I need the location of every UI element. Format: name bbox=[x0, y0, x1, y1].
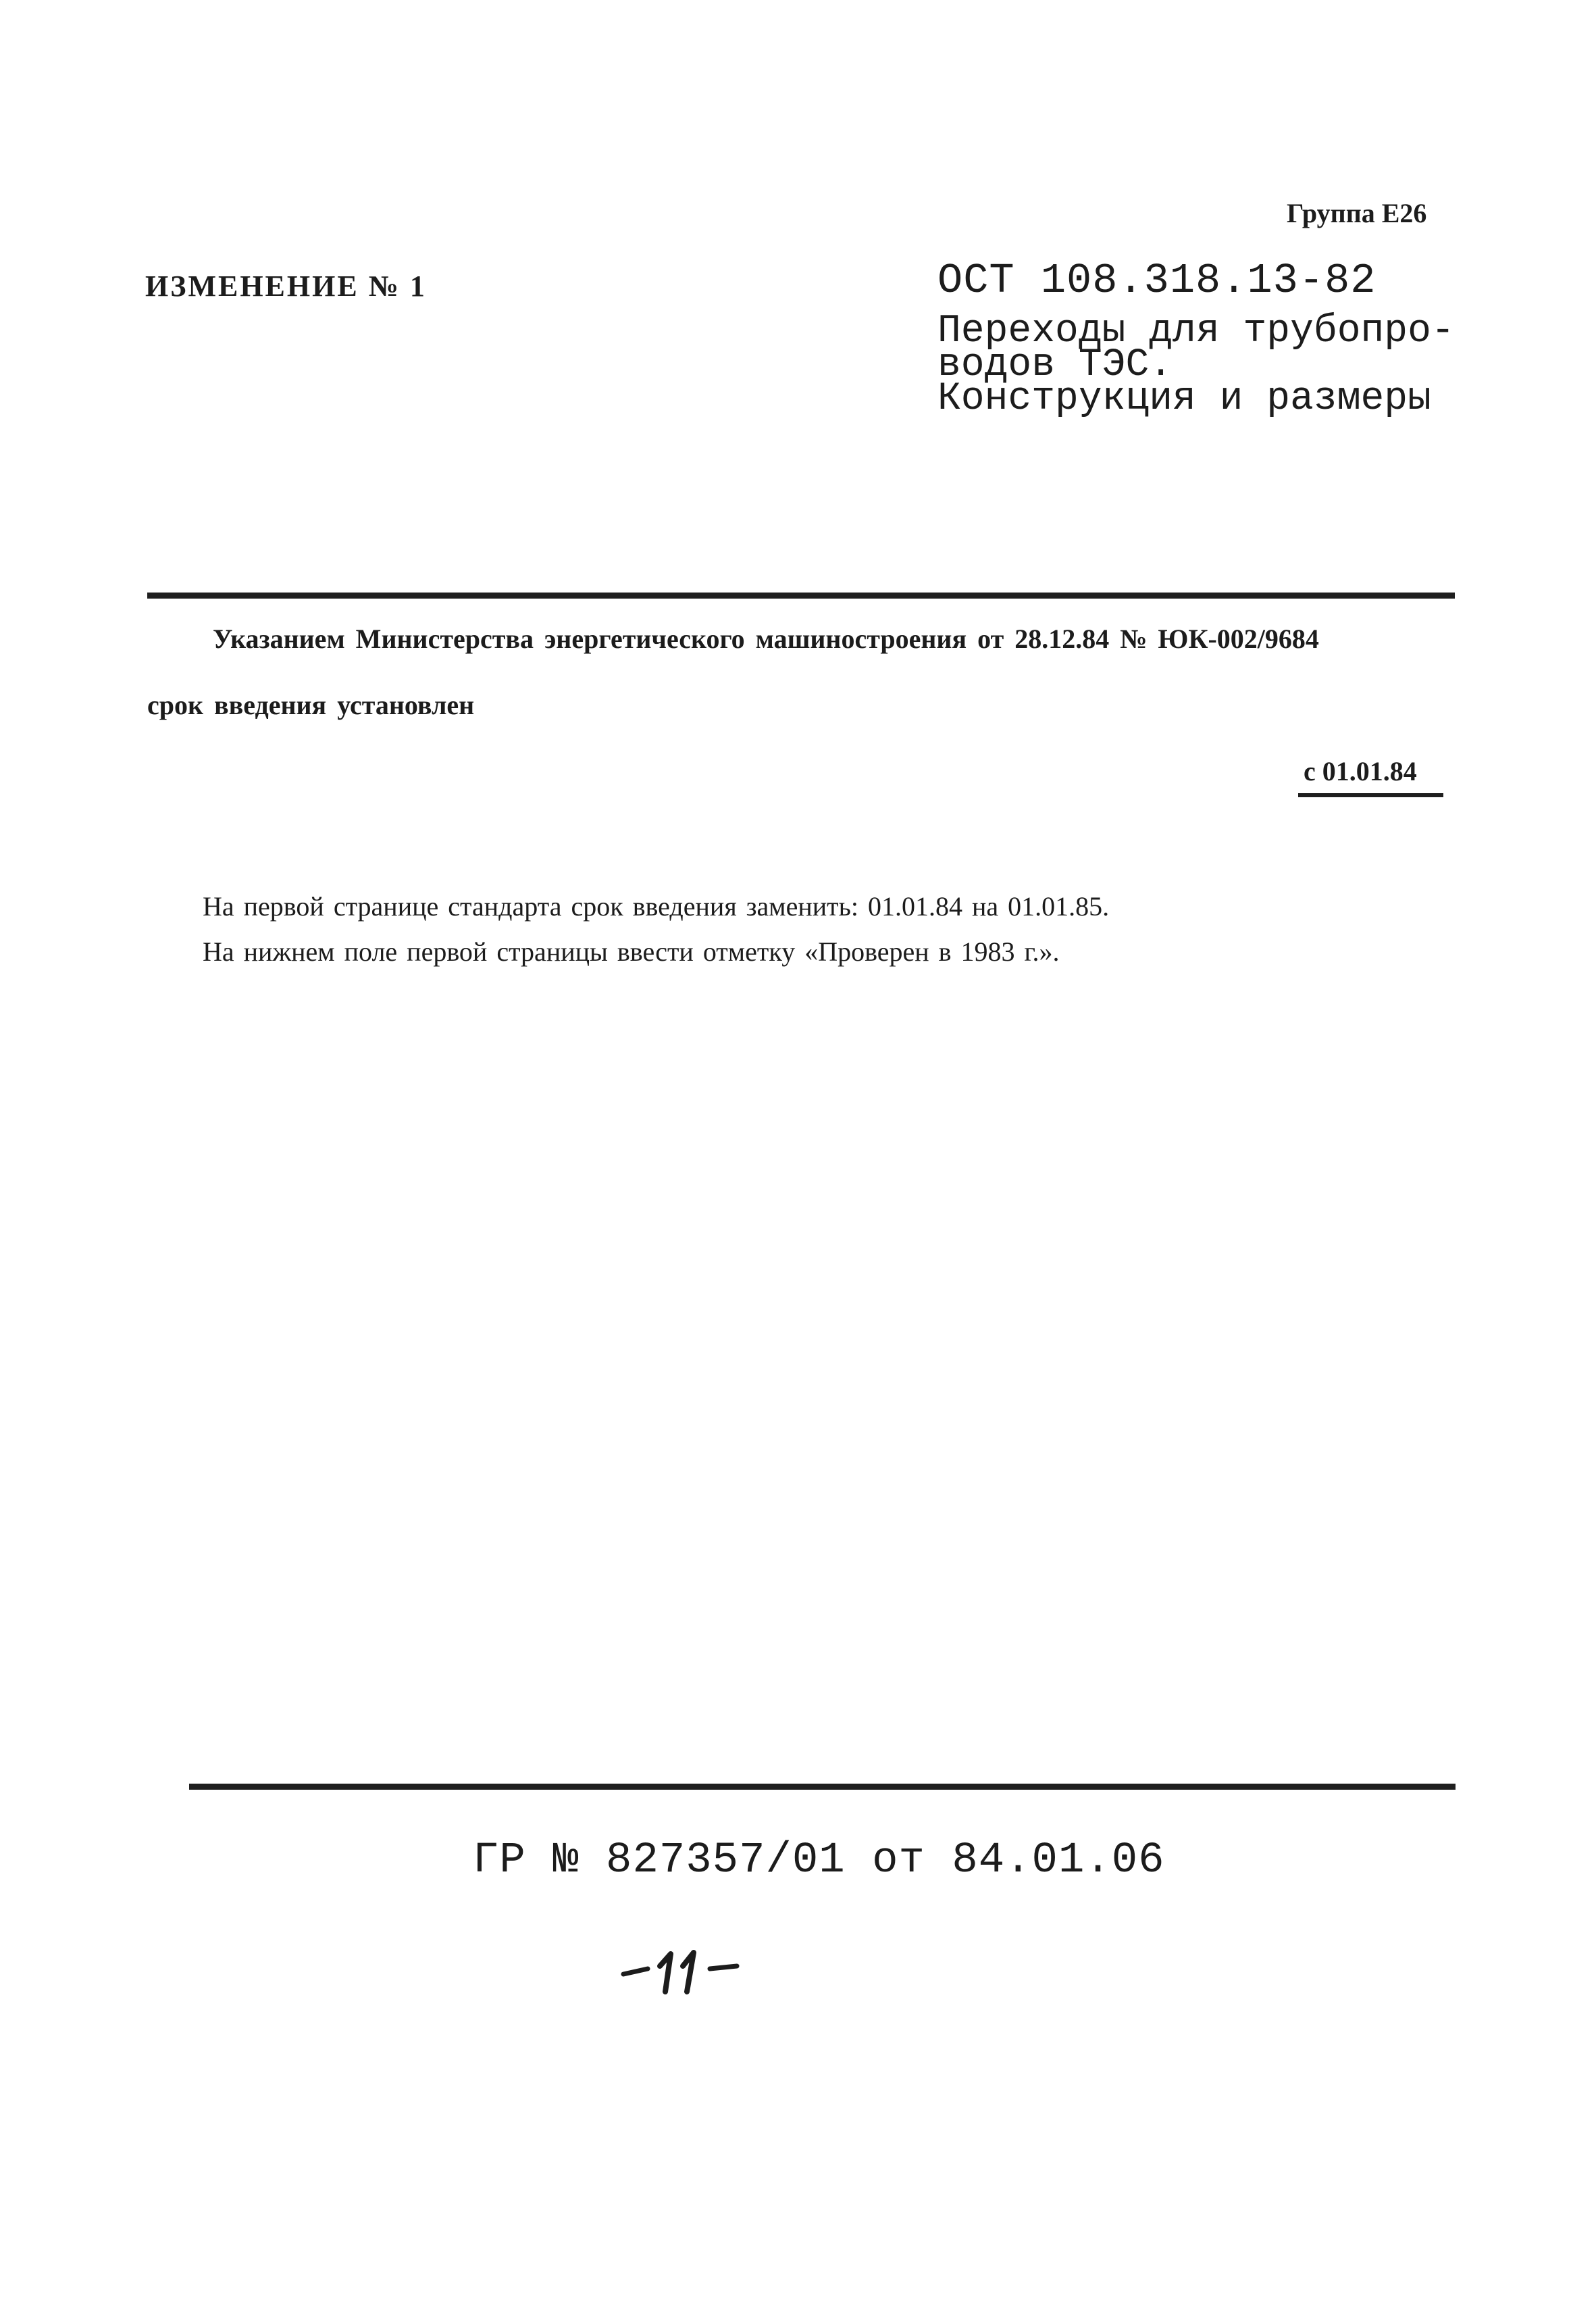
handwritten-page-number-drawing bbox=[618, 1939, 753, 2000]
change-instruction-1: На первой странице стандарта срок введения заменить: 01.01.84 на 01.01.85. bbox=[203, 891, 1110, 922]
change-instruction-2: На нижнем поле первой страницы ввести отметку «Проверен в 1983 г.». bbox=[203, 936, 1060, 967]
effective-date-underline bbox=[1298, 793, 1443, 797]
standard-title: Переходы для трубопро- водов ТЭС. Конструкция и размеры bbox=[937, 309, 1455, 421]
term-text: срок введения установлен bbox=[147, 690, 475, 720]
handwritten-page-number bbox=[618, 1939, 753, 2000]
decree-line: Указанием Министерства энергетического машиностроения от 28.12.84 № ЮК-002/9684 bbox=[213, 624, 1319, 654]
change-title: ИЗМЕНЕНИЕ № 1 bbox=[145, 270, 427, 303]
bottom-divider bbox=[189, 1784, 1456, 1790]
standard-number: ОСТ 108.318.13-82 bbox=[937, 257, 1376, 305]
group-label: Группа Е26 bbox=[1287, 198, 1427, 228]
effective-date: с 01.01.84 bbox=[1304, 756, 1417, 786]
registration-number: ГР № 827357/01 от 84.01.06 bbox=[473, 1836, 1165, 1885]
top-divider bbox=[147, 593, 1455, 599]
